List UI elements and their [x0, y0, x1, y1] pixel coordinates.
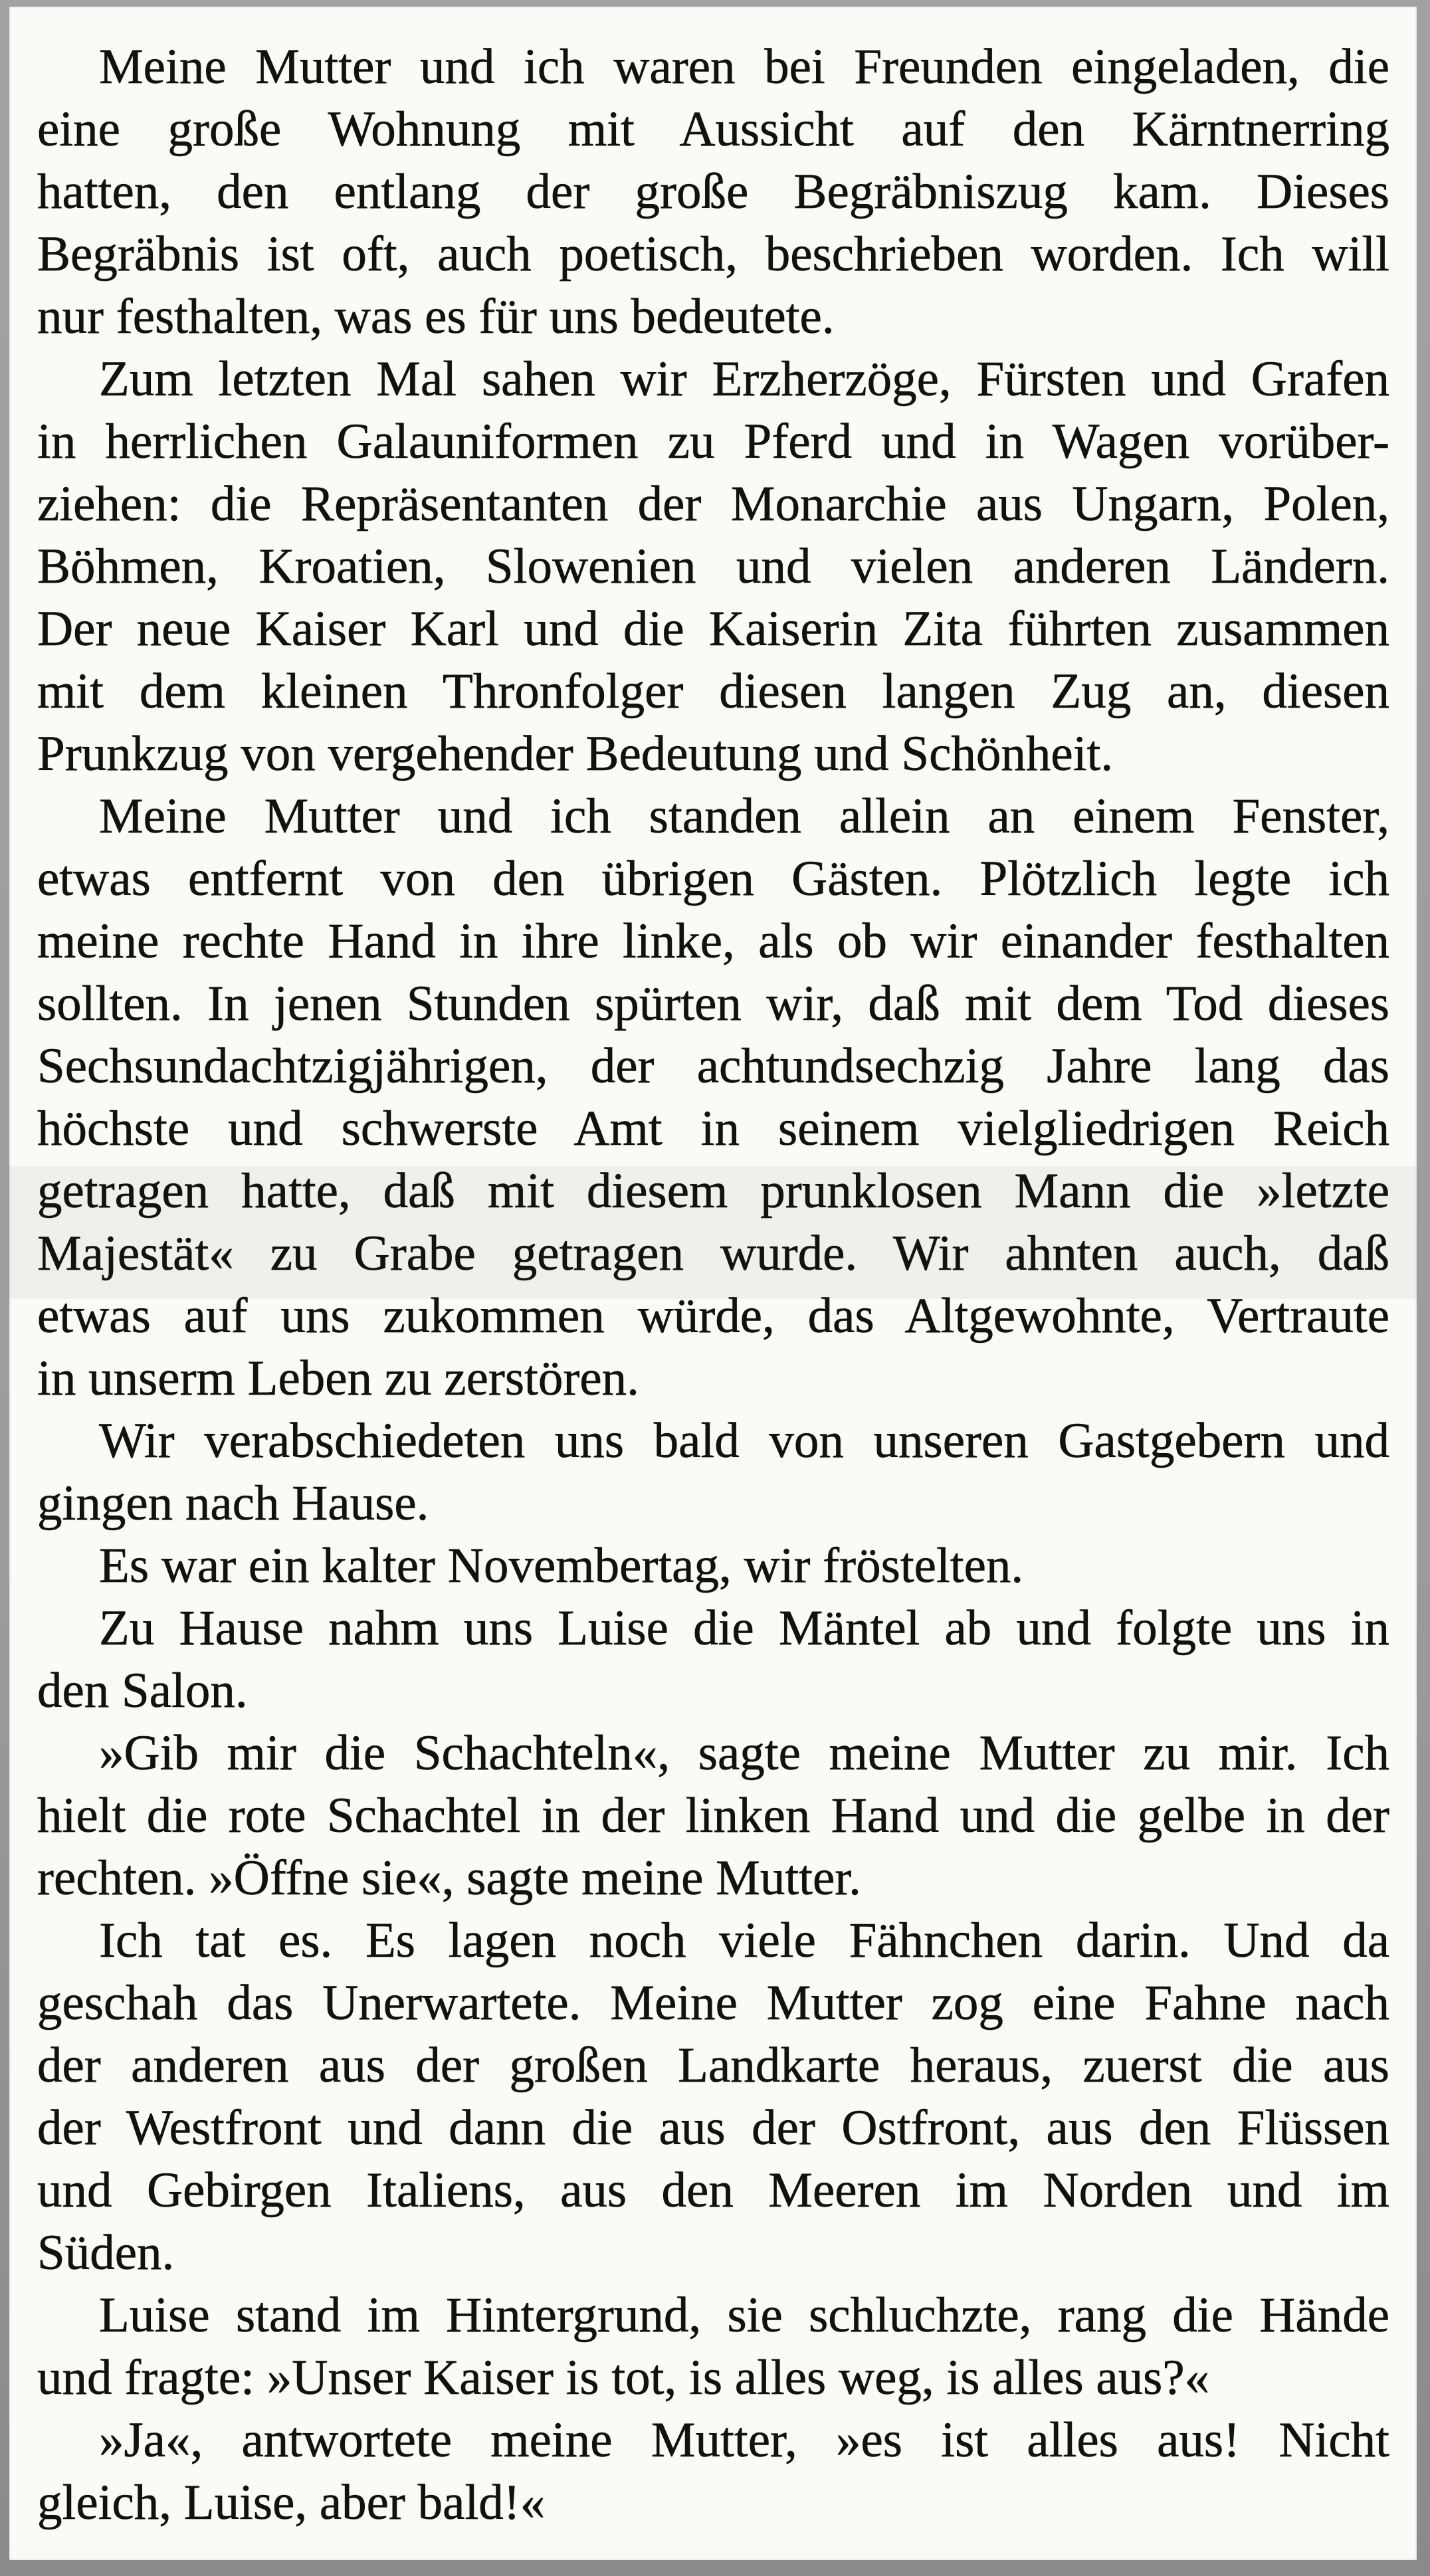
text-line: ziehen: die Repräsentanten der Monarchie aus Ungarn, Polen, — [37, 476, 1389, 532]
paragraph — [37, 348, 1389, 785]
text-line: Majestät« zu Grabe getragen wurde. Wir ahnten auch, daß — [37, 1226, 1389, 1281]
text-line: eine große Wohnung mit Aussicht auf den Kärntnerring — [37, 102, 1389, 157]
text-line: in unserm Leben zu zerstören. — [37, 1351, 639, 1406]
text-line: etwas auf uns zukommen würde, das Altgewohnte, Vertraute — [37, 1288, 1389, 1343]
text-line: getragen hatte, daß mit diesem prunklosen Mann die »letzte — [37, 1163, 1389, 1219]
text-line: hielt die rote Schachtel in der linken Hand und die gelbe in der — [37, 1788, 1389, 1843]
paragraph — [37, 2409, 1389, 2534]
paragraph — [37, 1910, 1389, 2284]
paragraph — [37, 1722, 1389, 1910]
paragraph — [37, 1597, 1389, 1722]
paragraph — [37, 1410, 1389, 1535]
text-line: »Ja«, antwortete meine Mutter, »es ist alles aus! Nicht — [99, 2413, 1389, 2468]
text-line: gingen nach Hause. — [37, 1476, 429, 1531]
text-line: Ich tat es. Es lagen noch viele Fähnchen darin. Und da — [99, 1913, 1389, 1968]
text-line: »Gib mir die Schachteln«, sagte meine Mutter zu mir. Ich — [99, 1726, 1389, 1781]
text-line: rechten. »Öffne sie«, sagte meine Mutter. — [37, 1850, 861, 1906]
text-line: Der neue Kaiser Karl und die Kaiserin Zita führten zusammen — [37, 601, 1389, 656]
paragraph — [37, 2284, 1389, 2409]
paragraph — [37, 36, 1389, 348]
text-line: Es war ein kalter Novembertag, wir fröstelten. — [99, 1538, 1024, 1593]
text-line: der anderen aus der großen Landkarte heraus, zuerst die aus — [37, 2038, 1389, 2093]
text-line: den Salon. — [37, 1663, 248, 1718]
paragraph — [37, 1535, 1389, 1597]
text-line: Wir verabschiedeten uns bald von unseren Gastgebern und — [99, 1413, 1389, 1468]
text-line: Prunkzug von vergehender Bedeutung und Schönheit. — [37, 726, 1114, 781]
text-line: der Westfront und dann die aus der Ostfront, aus den Flüssen — [37, 2100, 1389, 2155]
text-line: Meine Mutter und ich waren bei Freunden eingeladen, die — [99, 39, 1389, 94]
text-line: geschah das Unerwartete. Meine Mutter zog eine Fahne nach — [37, 1975, 1389, 2031]
text-line: und fragte: »Unser Kaiser is tot, is alles weg, is alles aus?« — [37, 2350, 1210, 2405]
text-line: Begräbnis ist oft, auch poetisch, beschrieben worden. Ich will — [37, 227, 1389, 282]
text-line: Zum letzten Mal sahen wir Erzherzöge, Fürsten und Grafen — [99, 351, 1389, 407]
text-line: Böhmen, Kroatien, Slowenien und vielen anderen Ländern. — [37, 539, 1389, 594]
text-line: Meine Mutter und ich standen allein an einem Fenster, — [99, 789, 1389, 844]
text-line: und Gebirgen Italiens, aus den Meeren im Norden und im — [37, 2163, 1389, 2218]
text-line: mit dem kleinen Thronfolger diesen langen Zug an, diesen — [37, 664, 1389, 719]
text-line: Zu Hause nahm uns Luise die Mäntel ab und folgte uns in — [99, 1601, 1389, 1656]
text-line: in herrlichen Galauniformen zu Pferd und in Wagen vorüber- — [37, 414, 1389, 469]
text-line: meine rechte Hand in ihre linke, als ob wir einander festhalten — [37, 914, 1389, 969]
text-line: sollten. In jenen Stunden spürten wir, daß mit dem Tod dieses — [37, 976, 1389, 1031]
text-line: nur festhalten, was es für uns bedeutete. — [37, 289, 835, 344]
paragraph — [37, 785, 1389, 1410]
text-line: höchste und schwerste Amt in seinem vielgliedrigen Reich — [37, 1101, 1389, 1156]
book-page — [9, 7, 1417, 2560]
text-line: Luise stand im Hintergrund, sie schluchzte, rang die Hände — [99, 2288, 1389, 2343]
text-line: etwas entfernt von den übrigen Gästen. Plötzlich legte ich — [37, 851, 1389, 906]
text-line: hatten, den entlang der große Begräbniszug kam. Dieses — [37, 164, 1389, 219]
text-line: Sechsundachtzigjährigen, der achtundsechzig Jahre lang das — [37, 1039, 1389, 1094]
text-line: gleich, Luise, aber bald!« — [37, 2475, 546, 2530]
text-line: Süden. — [37, 2225, 175, 2280]
